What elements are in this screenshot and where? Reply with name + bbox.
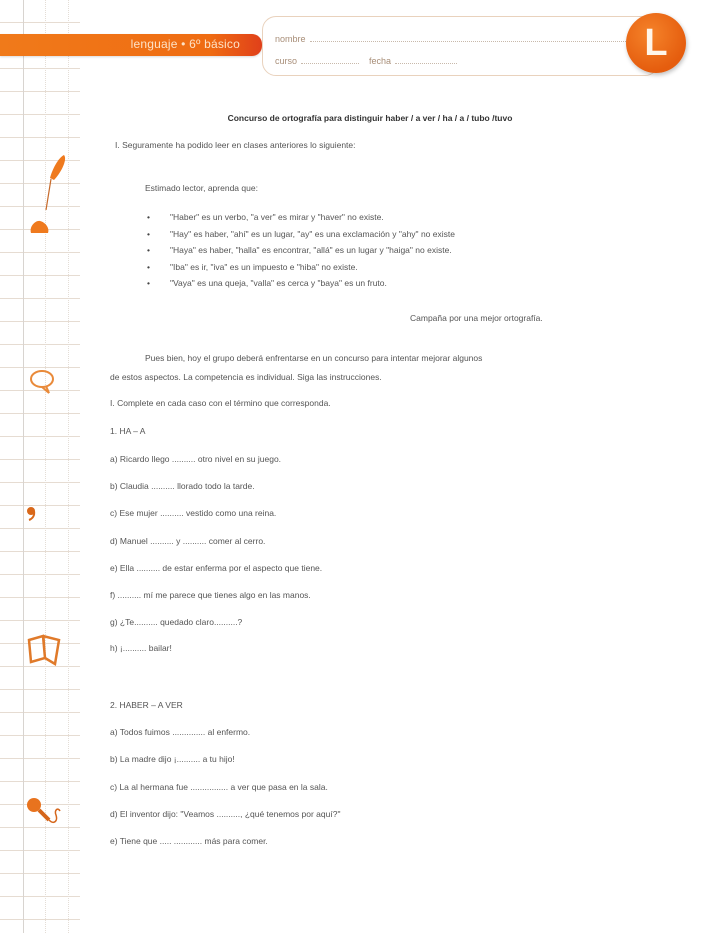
exercise-item[interactable]: d) El inventor dijo: "Veamos .........., ¿qué tenemos por aquí?" [110, 809, 341, 819]
exercise-item[interactable]: e) Ella .......... de estar enferma por el aspecto que tiene. [110, 563, 323, 573]
quill-pen-icon [38, 152, 68, 212]
course-label: curso [275, 56, 298, 66]
microphone-icon [24, 795, 64, 829]
rule-item: • "Iba" es ir, "iva" es un impuesto e "hiba" no existe. [145, 262, 455, 279]
rules-list [145, 212, 455, 295]
instruction-complete: I. Complete en cada caso con el término que corresponda. [110, 398, 331, 408]
subject-banner [0, 34, 262, 56]
date-label: fecha [369, 56, 392, 66]
name-line[interactable] [310, 33, 630, 42]
open-book-icon [25, 632, 65, 668]
paragraph-line: Pues bien, hoy el grupo deberá enfrentarse en un concurso para intentar mejorar algunos [145, 353, 483, 363]
student-info-box [262, 16, 659, 76]
exercise-item[interactable]: g) ¿Te.......... quedado claro..........? [110, 617, 243, 627]
speech-bubble-icon [28, 368, 56, 396]
exercise-item[interactable]: a) Todos fuimos .............. al enfermo. [110, 727, 251, 737]
exercise-item[interactable]: c) Ese mujer .......... vestido como una reina. [110, 508, 277, 518]
exercise-item[interactable]: h) ¡.......... bailar! [110, 643, 172, 653]
subject-label: lenguaje • 6º básico [130, 37, 240, 51]
margin-line [45, 0, 47, 933]
worksheet-title: Concurso de ortografía para distinguir haber / a ver / ha / a / tubo /tuvo [227, 113, 513, 123]
rule-item: • "Hay" es haber, "ahí" es un lugar, "ay" es una exclamación y "ahy" no existe [145, 229, 455, 246]
exercise-item[interactable]: b) La madre dijo ¡.......... a tu hijo! [110, 754, 235, 764]
date-line[interactable] [395, 55, 457, 64]
rule-item: • "Haber" es un verbo, "a ver" es mirar y "haver" no existe. [145, 212, 455, 229]
margin-line [23, 0, 24, 933]
section-heading: 1. HA – A [110, 426, 146, 436]
course-line[interactable] [301, 55, 359, 64]
margin-line [68, 0, 70, 933]
exercise-item[interactable]: f) .......... mí me parece que tienes algo en las manos. [110, 590, 311, 600]
campaign-signature: Campaña por una mejor ortografía. [410, 313, 543, 323]
intro-instruction: I. Seguramente ha podido leer en clases anteriores lo siguiente: [115, 140, 356, 150]
exercise-item[interactable]: c) La al hermana fue ................ a ver que pasa en la sala. [110, 782, 328, 792]
rule-item: • "Haya" es haber, "halla" es encontrar, "allá" es un lugar y "haiga" no existe. [145, 245, 455, 262]
teacher-note-intro: Estimado lector, aprenda que: [145, 183, 258, 193]
comma-icon [25, 505, 39, 523]
exercise-item[interactable]: a) Ricardo llego .......... otro nivel en su juego. [110, 454, 282, 464]
ink-blot-icon [28, 218, 52, 236]
name-field[interactable] [275, 33, 630, 44]
name-label: nombre [275, 34, 306, 44]
course-date-row [275, 55, 457, 66]
rule-item: • "Vaya" es una queja, "valla" es cerca y "baya" es un fruto. [145, 278, 455, 295]
exercise-item[interactable]: d) Manuel .......... y .......... comer al cerro. [110, 536, 266, 546]
paragraph-line: de estos aspectos. La competencia es individual. Siga las instrucciones. [110, 372, 382, 382]
exercise-item[interactable]: e) Tiene que ..... ............ más para comer. [110, 836, 268, 846]
section-heading: 2. HABER – A VER [110, 700, 183, 710]
exercise-item[interactable]: b) Claudia .......... llorado todo la tarde. [110, 481, 255, 491]
subject-badge: L [626, 13, 686, 73]
